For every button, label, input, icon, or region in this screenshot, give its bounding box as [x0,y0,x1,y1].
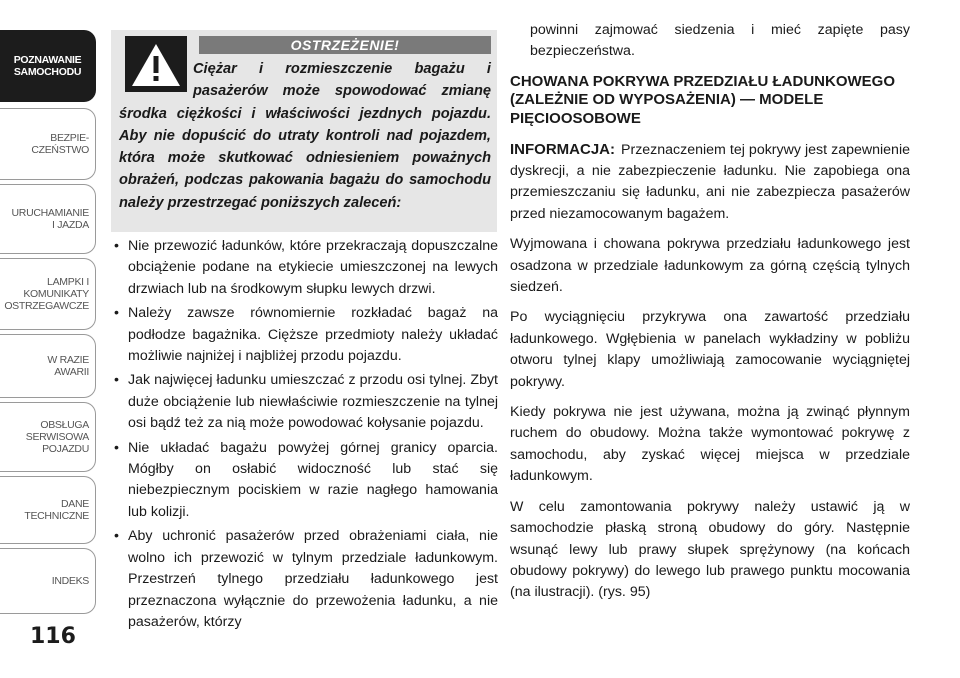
tab-label: POZNAWANIE SAMOCHODU [13,54,82,78]
page-number: 116 [30,624,76,649]
warning-box [111,30,497,232]
tab-label: INDEKS [51,575,89,587]
sidebar-nav [0,0,100,678]
tab-label: DANE TECHNICZNE [24,498,89,522]
paragraph: Wyjmowana i chowana pokrywa przedziału ładunkowego jest osadzona w przedziale ładunkowym za górną częścią tylnych siedzeń. [510,236,910,296]
tab-label: LAMPKI I KOMUNIKATY OSTRZEGAWCZE [4,276,89,312]
section-heading: CHOWANA POKRYWA PRZEDZIAŁU ŁADUNKOWEGO (ZALEŻNIE OD WYPOSAŻENIA) — MODELE PIĘCIOOSOBOWE [510,72,895,127]
info-label: INFORMACJA: [510,140,615,158]
paragraph: W celu zamontowania pokrywy należy ustawić ją w samochodzie płaską stroną obudowy do góry. Następnie wsunąć lewy lub prawy słupek sprężynowy (na końcach obudowy pokrywy) do lewego lub prawego punktu mocowania (na ilustracji). (rys. 95) [510,498,910,601]
warning-text-block [119,58,491,214]
info-paragraph [510,139,910,226]
tab-label: W RAZIE AWARII [47,354,89,378]
list-item: • Jak najwięcej ładunku umieszczać z przodu osi tylnej. Zbyt duże obciążenie lub niewłaściwie rozmieszczenie na tylnej osi bądź też za nią może powodować kołysanie pojazdu. [114,370,498,434]
warning-title: OSTRZEŻENIE! [199,36,491,54]
warning-text: Ciężar i rozmieszczenie bagażu i pasażerów może spowodować zmianę środka ciężkości i właściwości jezdnych pojazdu. Aby nie dopuścić do utraty kontroli nad pojazdem, która może skutkować odniesieniem poważnych obrażeń, podczas pakowania bagażu do samochodu należy przestrzegać poniższych zaleceń: [119,61,491,211]
tab-obsluga-serwisowa[interactable] [0,402,96,472]
list-item: • Należy zawsze równomiernie rozkładać bagaż na podłodze bagażnika. Cięższe przedmioty należy układać możliwie najniżej i najbliżej przodu pojazdu. [114,303,498,367]
list-item: • Aby uchronić pasażerów przed obrażeniami ciała, nie wolno ich przewozić w tylnym przedziale ładunkowym. Przestrzeń tylnego przedziału ładunkowego jest przeznaczona wyłącznie do przewożenia ładunku, a nie pasażerów, którzy [114,526,498,633]
paragraph: Kiedy pokrywa nie jest używana, można ją zwinąć płynnym ruchem do obudowy. Można także wymontować pokrywę z samochodu, aby zyskać więcej miejsca w przedziale ładunkowym. [510,404,910,485]
tab-indeks[interactable] [0,548,96,614]
tab-label: BEZPIE- CZEŃSTWO [31,132,89,156]
tab-bezpieczenstwo[interactable] [0,108,96,180]
tab-label: URUCHAMIANIE I JAZDA [11,207,89,231]
tab-uruchamianie-i-jazda[interactable] [0,184,96,254]
tab-lampki-i-komunikaty[interactable] [0,258,96,330]
tab-poznawanie-samochodu[interactable] [0,30,96,102]
bullet-continuation: powinni zajmować siedzenia i mieć zapięte pasy bezpieczeństwa. [530,22,910,60]
list-item: • Nie przewozić ładunków, które przekraczają dopuszczalne obciążenie podane na etykiecie umieszczonej na lewych drzwiach lub na środkowym słupku lewych drzwi. [114,236,498,300]
tab-w-razie-awarii[interactable] [0,334,96,398]
right-column [510,20,910,613]
loading-guidelines-list [114,236,498,636]
tab-dane-techniczne[interactable] [0,476,96,544]
info-text: Przeznaczeniem tej pokrywy jest zapewnienie dyskrecji, a nie zabezpieczenie ładunku. Nie zapobiega ona przemieszczaniu się ładunku, ani nie zabezpiecza pasażerów przed niezamocowanym bagażem. [510,141,910,222]
paragraph: Po wyciągnięciu przykrywa ona zawartość przedziału ładunkowego. Wgłębienia w panelach wykładziny w pobliżu otworu tylnej klapy umożliwiają zamocowanie wyciągniętej pokrywy. [510,309,910,390]
list-item: • Nie układać bagażu powyżej górnej granicy oparcia. Mógłby on osłabić widoczność lub stać się niebezpiecznym pociskiem w razie nagłego hamowania lub kolizji. [114,438,498,524]
tab-label: OBSŁUGA SERWISOWA POJAZDU [25,419,89,455]
